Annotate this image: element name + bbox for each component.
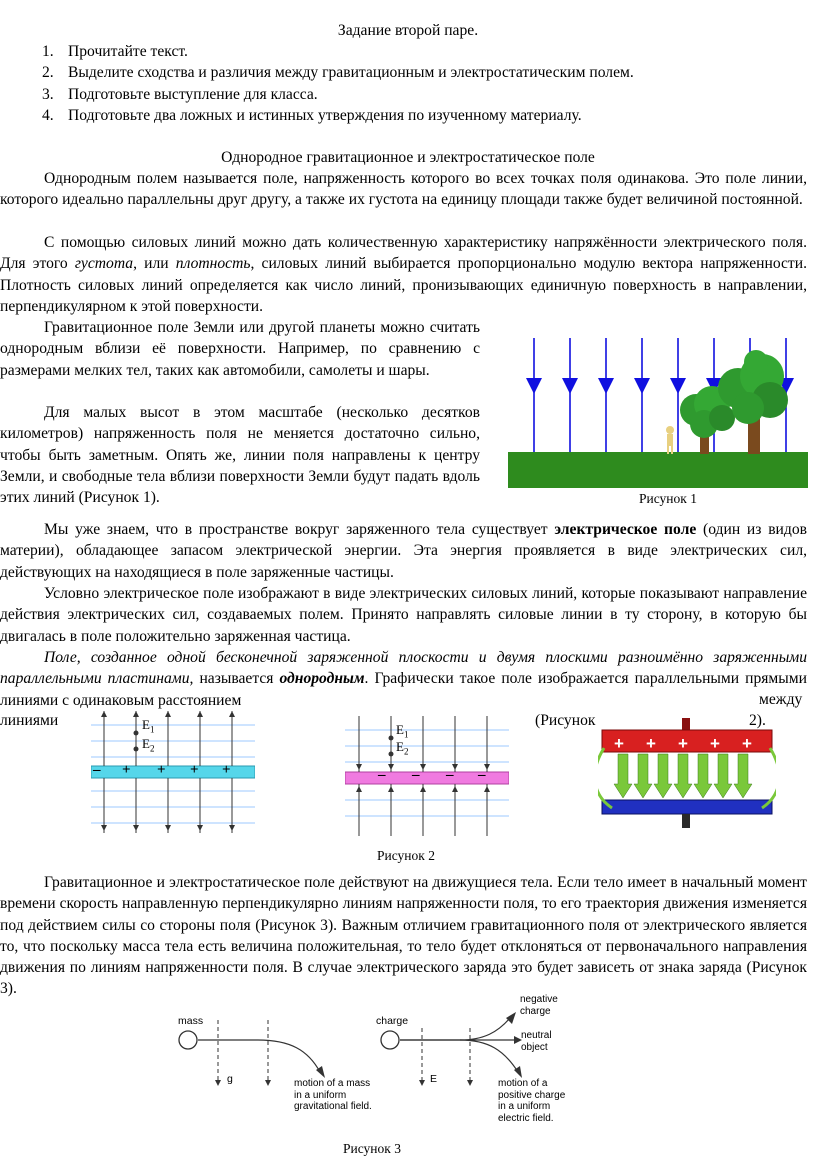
paragraph-line-lines: линиями: [0, 712, 59, 729]
fig2a-label-e1: $E_1$: [142, 717, 155, 735]
paragraph-line-figure-num: 2).: [749, 712, 766, 729]
task-item: 3. Подготовьте выступление для класса.: [42, 85, 318, 103]
fig2c-plus-3: +: [678, 734, 688, 753]
fig2a-plus-2: +: [157, 762, 166, 778]
fig2c-plus-1: +: [614, 734, 624, 753]
fig2a-plus-3: +: [190, 762, 199, 778]
paragraph-field-lines-direction: Условно электрическое поле изображают в виде электрических силовых линий, которые показывают направление действия электрических сил, создаваемых полем. Принято направлять силовые линии в ту сторону, в которую бы двигалась в поле положительно заряженная частица.: [0, 585, 807, 645]
fig3-label-mass: mass: [178, 1015, 204, 1027]
fig2b-minus-1: –: [378, 767, 386, 783]
fig2b-minus-3: –: [446, 767, 454, 783]
section-title: Однородное гравитационное и электростатическое поле: [221, 149, 595, 166]
fig2b-minus-2: –: [412, 767, 420, 783]
figure-3-caption: Рисунок 3: [343, 1141, 401, 1156]
fig3-negative-label: negative charge: [520, 994, 558, 1017]
fig3-label-g: g: [227, 1073, 233, 1085]
fig2a-plus-1: +: [122, 762, 131, 778]
fig2c-plus-4: +: [710, 734, 720, 753]
fig2c-plus-2: +: [646, 734, 656, 753]
paragraph-line-figure: (Рисунок: [535, 712, 596, 729]
negative-plate: [602, 800, 772, 814]
capacitor-field-lines: [614, 754, 752, 798]
fig3-label-charge: charge: [376, 1015, 409, 1027]
paragraph-electric-field: Мы уже знаем, что в пространстве вокруг заряженного тела существует электрическое поле (один из видов материи), обладающее запасом электрической энергии. Эта энергия проявляется в виде электрических сил, действующих на находящиеся в поле заряженные частицы.: [0, 521, 807, 581]
paragraph-small-heights: Для малых высот в этом масштабе (несколько десятков километров) напряженность поля не меняется достаточно сильно, чтобы быть заметным. Опять же, линии поля направлены к центру Земли, и свободные тела вблизи поверхности Земли будут падать вдоль этих линий (Рисунок 1).: [0, 404, 480, 507]
fig2c-plus-5: +: [742, 734, 752, 753]
fig3-neutral-label: neutral object: [521, 1030, 552, 1053]
fig2b-minus-4: –: [478, 767, 486, 783]
ground: [508, 452, 808, 488]
figure-2-caption: Рисунок 2: [377, 848, 435, 863]
task-item: 4. Подготовьте два ложных и истинных утверждения по изученному материалу.: [42, 106, 582, 124]
fig2a-minus: –: [93, 762, 101, 778]
page-title: Задание второй паре.: [337, 22, 479, 39]
figure-1-gravity-field: [508, 338, 808, 488]
task-item: 2. Выделите сходства и различия между гравитационным и электростатическим полем.: [42, 64, 634, 82]
fig2b-label-e1: $E_1$: [396, 722, 409, 740]
figure-1-caption: Рисунок 1: [639, 491, 697, 506]
fig2a-label-e2: $E_2$: [142, 736, 155, 754]
person-figure: [666, 426, 674, 454]
task-item: 1. Прочитайте текст.: [42, 43, 188, 60]
fig2a-plus-4: +: [222, 762, 231, 778]
task-list: [0, 41, 634, 126]
paragraph-field-lines: С помощью силовых линий можно дать количественную характеристику напряжённости электрического поля. Для этого густота, или плотность, силовых линий выбирается пропорционально модулю вектора напряженности. Плотность силовых линий определяется как число линий, пронизывающих единичную поверхность в направлении, перпендикулярном к этой поверхности.: [0, 234, 807, 315]
paragraph-earth-gravity: Гравитационное поле Земли или другой планеты можно считать однородным вблизи её поверхности. Например, по сравнению с размерами мелких тел, таких как автомобили, самолеты и шары.: [0, 319, 480, 379]
tree-large: [718, 350, 788, 454]
fig3-label-E: E: [430, 1073, 438, 1085]
paragraph-moving-bodies: Гравитационное и электростатическое поле действуют на движущиеся тела. Если тело имеет в начальный момент времени скорость направленную перпендикулярно линиям напряженности поля, то его траектория движения изменяется под действием силы со стороны поля (Рисунок 3). Важным отличием гравитационного поля от электрического является то, что поскольку масса тела есть величина положительная, то тело будет отклоняться от первоначального направления движения по линиям напряженности поля. В случае электрического заряда это будет зависеть от знака заряда (Рисунок 3).: [0, 874, 807, 998]
fig3-positive-caption: motion of a positive charge in a uniform electric field.: [498, 1078, 566, 1124]
paragraph-uniform-electric: Поле, созданное одной бесконечной заряженной плоскости и двумя плоскими разноимённо заряженными параллельными пластинами, называется однородным. Графически такое поле изображается параллельными прямыми линиями с одинаковым расстоянием: [0, 649, 807, 709]
paragraph-uniform-field: Однородным полем называется поле, напряженность которого во всех точках поля одинакова. Это поле линии, которого идеально параллельны друг другу, а также их густота на единицу площади также будет величиной постоянной.: [0, 170, 807, 209]
fig2b-label-e2: $E_2$: [396, 739, 409, 757]
fig3-mass-caption: motion of a mass in a uniform gravitational field.: [294, 1078, 372, 1112]
paragraph-line-end-between: между: [759, 691, 803, 708]
